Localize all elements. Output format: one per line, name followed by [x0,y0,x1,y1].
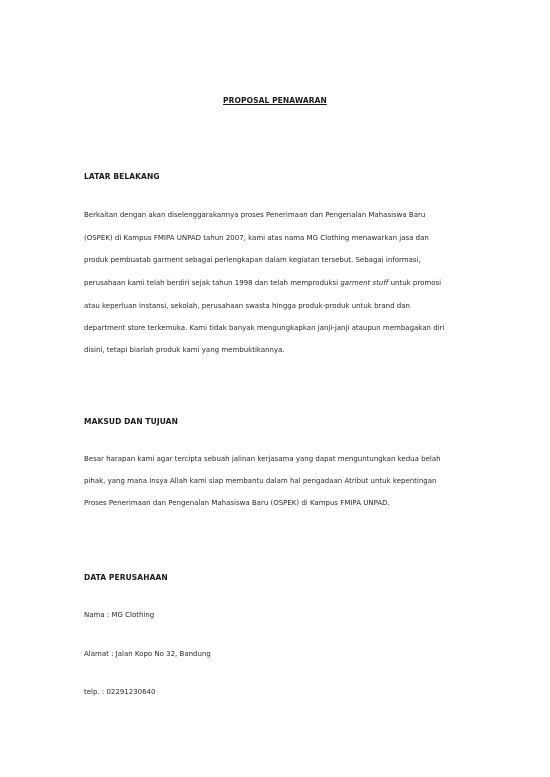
section-heading-data-perusahaan: DATA PERUSAHAAN [84,573,168,582]
paragraph-line-mixed [84,279,441,287]
company-address: Alamat : Jalan Kopo No 32, Bandung [84,650,211,658]
company-name: Nama : MG Clothing [84,611,155,619]
paragraph-line: produk pembuatab garment sebagai perlengkapan dalam kegiatan tersebut. Sebagai informasi, [84,256,421,264]
section-heading-maksud-tujuan: MAKSUD DAN TUJUAN [84,417,178,426]
text-run: untuk promosi [388,279,442,287]
paragraph-line: Besar harapan kami agar tercipta sebuah jalinan kerjasama yang dapat menguntungkan kedua belah [84,455,441,463]
paragraph-line: (OSPEK) di Kampus FMIPA UNPAD tahun 2007, kami atas nama MG Clothing menawarkan jasa dan [84,234,429,242]
paragraph-line: atau keperluan instansi, sekolah, perusahaan swasta hingga produk-produk untuk brand dan [84,302,410,310]
italic-text-run: garment stuff [340,279,389,287]
company-phone: telp. : 02291230640 [84,688,156,696]
paragraph-line: Proses Penerimaan dan Pengenalan Mahasiswa Baru (OSPEK) di Kampus FMIPA UNPAD. [84,499,390,507]
paragraph-line: Berkaitan dengan akan diselenggarakannya proses Penerimaan dan Pengenalan Mahasiswa Baru [84,211,426,219]
text-run: perusahaan kami telah berdiri sejak tahun 1998 dan telah memproduksi [84,279,341,287]
section-heading-latar-belakang: LATAR BELAKANG [84,172,160,181]
paragraph-line: pihak, yang mana Insya Allah kami siap membantu dalam hal pengadaan Atribut untuk kepentingan [84,477,437,485]
document-title: PROPOSAL PENAWARAN [223,96,327,105]
paragraph-line: department store terkemuka. Kami tidak banyak mengungkapkan janji-janji ataupun membagakan diri [84,324,445,332]
paragraph-line: disini, tetapi biarlah produk kami yang membuktikannya. [84,346,285,354]
